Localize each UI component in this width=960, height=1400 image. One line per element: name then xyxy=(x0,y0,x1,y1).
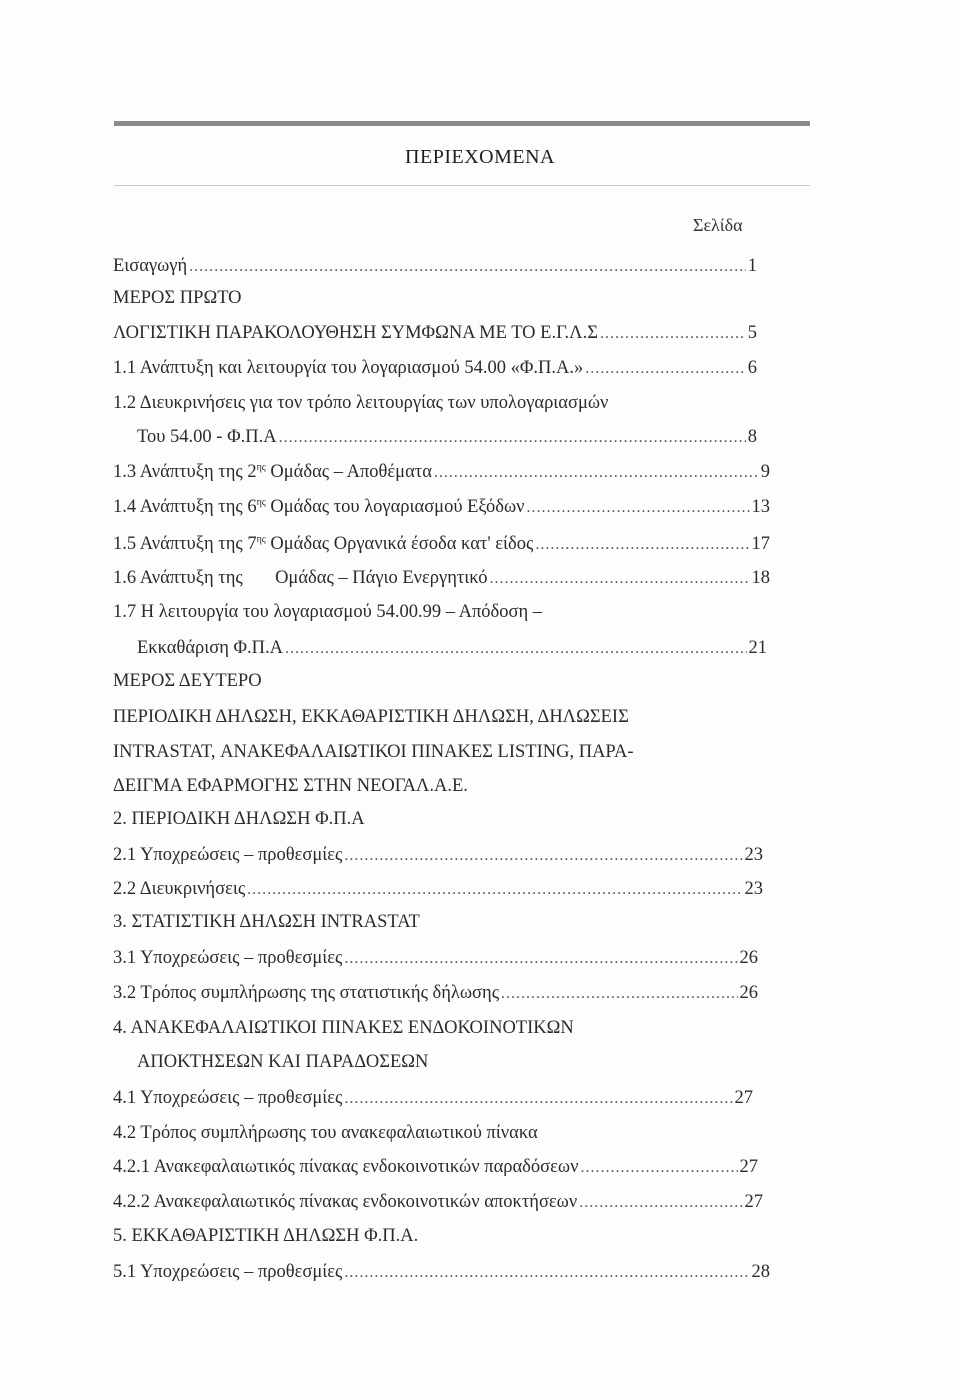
toc-heading: 1.7 Η λειτουργία του λογαριασμού 54.00.99 – Απόδοση – xyxy=(113,602,543,622)
toc-entry: 3.2 Τρόπος συμπλήρωσης της στατιστικής δήλωσης ..... 26 xyxy=(113,980,758,1007)
toc-heading: 5. ΕΚΚΑΘΑΡΙΣΤΙΚΗ ΔΗΛΩΣΗ Φ.Π.Α. xyxy=(113,1226,419,1246)
toc-entry: 4.2.2 Ανακεφαλαιωτικός πίνακας ενδοκοινοτικών αποκτήσεων ..... 27 xyxy=(113,1189,763,1216)
toc-entry: 4.1 Υποχρεώσεις – προθεσμίες ..... 27 xyxy=(113,1085,753,1112)
toc-entry: 2.2 Διευκρινήσεις ..... 23 xyxy=(113,876,763,903)
toc-entry: Εισαγωγή ..... 1 xyxy=(113,253,757,280)
toc-heading: ΜΕΡΟΣ ΠΡΩΤΟ xyxy=(113,288,242,308)
toc-heading: 4. ΑΝΑΚΕΦΑΛΑΙΩΤΙΚΟΙ ΠΙΝΑΚΕΣ ΕΝΔΟΚΟΙΝΟΤΙΚΩΝ xyxy=(113,1018,574,1038)
toc-heading: INTRASTAT, ΑΝΑΚΕΦΑΛΑΙΩΤΙΚΟΙ ΠΙΝΑΚΕΣ LISTING, ΠΑΡΑ- xyxy=(113,742,634,762)
toc-entry: 1.5 Ανάπτυξη της $7^{\eta\varsigma}$ Ομάδας Οργανικά έσοδα κατ' είδος ..... 17 xyxy=(113,531,770,558)
toc-entry: 1.4 Ανάπτυξη της $6^{\eta\varsigma}$ Ομάδας του λογαριασμού Εξόδων ..... 13 xyxy=(113,494,770,521)
toc-entry: Εκκαθάριση Φ.Π.Α ..... 21 xyxy=(137,635,767,662)
toc-heading: ΔΕΙΓΜΑ ΕΦΑΡΜΟΓΗΣ ΣΤΗΝ ΝΕΟΓΑΛ.Α.Ε. xyxy=(113,776,468,796)
toc-heading: 2. ΠΕΡΙΟΔΙΚΗ ΔΗΛΩΣΗ Φ.Π.Α xyxy=(113,809,365,829)
toc-entry: 1.3 Ανάπτυξη της $2^{\eta\varsigma}$ Ομάδας – Αποθέματα ..... 9 xyxy=(113,459,770,486)
toc-heading: ΑΠΟΚΤΗΣΕΩΝ ΚΑΙ ΠΑΡΑΔΟΣΕΩΝ xyxy=(137,1052,429,1072)
toc-heading: 3. ΣΤΑΤΙΣΤΙΚΗ ΔΗΛΩΣΗ INTRASTAT xyxy=(113,912,420,932)
page-column-label: Σελίδα xyxy=(693,215,743,235)
toc-entry: 4.2.1 Ανακεφαλαιωτικός πίνακας ενδοκοινοτικών παραδόσεων ..... 27 xyxy=(113,1154,758,1181)
toc-heading: ΠΕΡΙΟΔΙΚΗ ΔΗΛΩΣΗ, ΕΚΚΑΘΑΡΙΣΤΙΚΗ ΔΗΛΩΣΗ, ΔΗΛΩΣΕΙΣ xyxy=(113,707,629,727)
toc-entry: ΛΟΓΙΣΤΙΚΗ ΠΑΡΑΚΟΛΟΥΘΗΣΗ ΣΥΜΦΩΝΑ ΜΕ ΤΟ Ε.Γ.Λ.Σ ..... 5 xyxy=(113,320,757,347)
toc-entry: 2.1 Υποχρεώσεις – προθεσμίες ..... 23 xyxy=(113,842,763,869)
toc-heading: 1.2 Διευκρινήσεις για τον τρόπο λειτουργίας των υπολογαριασμών xyxy=(113,393,609,413)
page-title: ΠΕΡΙΕΧΟΜΕΝΑ xyxy=(405,146,555,168)
toc-entry: 1.1 Ανάπτυξη και λειτουργία του λογαριασμού 54.00 «Φ.Π.Α.» ..... 6 xyxy=(113,355,757,382)
toc-entry: Του 54.00 - Φ.Π.Α ..... 8 xyxy=(137,424,757,451)
toc-entry: 5.1 Υποχρεώσεις – προθεσμίες ..... 28 xyxy=(113,1259,770,1286)
toc-heading: ΜΕΡΟΣ ΔΕΥΤΕΡΟ xyxy=(113,671,262,691)
toc-heading: 4.2 Τρόπος συμπλήρωσης του ανακεφαλαιωτικού πίνακα xyxy=(113,1123,538,1143)
toc-entry: 3.1 Υποχρεώσεις – προθεσμίες ..... 26 xyxy=(113,945,758,972)
toc-entry: 1.6 Ανάπτυξη της Ομάδας – Πάγιο Ενεργητικό ..... 18 xyxy=(113,565,770,592)
